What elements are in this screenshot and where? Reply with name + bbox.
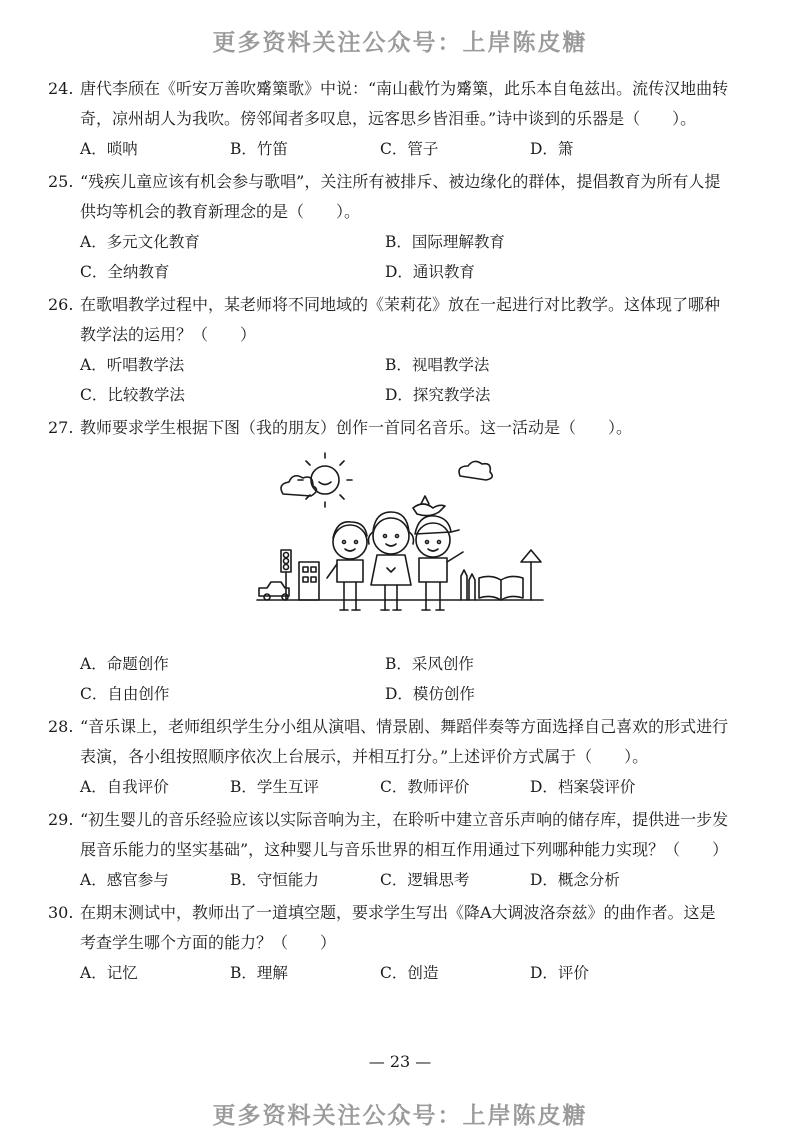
options (0, 227, 800, 287)
book-icon (479, 576, 523, 600)
question-25 (0, 167, 800, 287)
option-b: B．国际理解教育 (385, 233, 505, 251)
question-26 (0, 290, 800, 410)
question-stem: “音乐课上，老师组织学生分小组从演唱、情景剧、舞蹈伴奏等方面选择自己喜欢的形式进行表演，各小组按照顺序依次上台展示，并相互打分。”上述评价方式属于（ ）。 (80, 717, 729, 766)
option-d: D．箫 (530, 140, 574, 158)
question-stem: “初生婴儿的音乐经验应该以实际音响为主，在聆听中建立音乐声响的储存库，提供进一步发展音乐能力的坚实基础”，这种婴儿与音乐世界的相互作用通过下列哪种能力实现？（ ） (80, 810, 729, 859)
option-c: C．自由创作 (80, 685, 170, 703)
option-d: D．模仿创作 (385, 685, 475, 703)
question-30 (0, 898, 800, 988)
option-b: B．采风创作 (385, 655, 474, 673)
option-b: B．学生互评 (230, 778, 319, 796)
option-d: D．档案袋评价 (530, 778, 636, 796)
option-b: B．竹笛 (230, 140, 288, 158)
question-number: 29. (48, 810, 74, 829)
option-a: A．唢呐 (80, 140, 138, 158)
question-stem: 在歌唱教学过程中，某老师将不同地域的《茉莉花》放在一起进行对比教学。这体现了哪种教学法的运用？（ ） (80, 295, 721, 344)
option-c: C．比较教学法 (80, 386, 185, 404)
kid-middle-icon (369, 512, 414, 610)
options (0, 649, 800, 709)
question-number: 24. (48, 79, 74, 98)
option-b: B．理解 (230, 964, 288, 982)
question-stem: 唐代李颀在《听安万善吹觱篥歌》中说：“南山截竹为觱篥，此乐本自龟兹出。流传汉地曲转奇，凉州胡人为我吹。傍邻闻者多叹息，远客思乡皆泪垂。”诗中谈到的乐器是（ ）。 (80, 79, 729, 128)
options (0, 134, 800, 164)
question-stem: 在期末测试中，教师出了一道填空题，要求学生写出《降A大调波洛奈兹》的曲作者。这是考查学生哪个方面的能力？（ ） (80, 903, 716, 952)
option-c: C．全纳教育 (80, 263, 170, 281)
question-number: 30. (48, 903, 74, 922)
options (0, 958, 800, 988)
question-list (0, 74, 800, 991)
kid-right-icon (415, 516, 463, 610)
cloud-icon (281, 461, 492, 496)
question-number: 28. (48, 717, 74, 736)
pencil-icon (461, 570, 475, 600)
option-d: D．概念分析 (530, 871, 620, 889)
friends-illustration (0, 447, 800, 643)
option-c: C．管子 (380, 140, 439, 158)
question-24 (0, 74, 800, 164)
building-icon (299, 562, 319, 600)
option-c: C．教师评价 (380, 778, 470, 796)
watermark-top: 更多资料关注公众号：上岸陈皮糖 (212, 30, 588, 56)
options (0, 350, 800, 410)
option-c: C．逻辑思考 (380, 871, 470, 889)
option-a: A．记忆 (80, 964, 138, 982)
question-number: 27. (48, 418, 74, 437)
option-a: A．感官参与 (80, 871, 169, 889)
option-a: A．多元文化教育 (80, 233, 200, 251)
option-d: D．通识教育 (385, 263, 475, 281)
option-c: C．创造 (380, 964, 439, 982)
option-a: A．听唱教学法 (80, 356, 185, 374)
bird-icon (413, 496, 445, 516)
option-a: A．命题创作 (80, 655, 169, 673)
options (0, 865, 800, 895)
option-b: B．视唱教学法 (385, 356, 490, 374)
option-b: B．守恒能力 (230, 871, 319, 889)
watermark-bottom: 更多资料关注公众号：上岸陈皮糖 (212, 1103, 588, 1129)
question-number: 25. (48, 172, 74, 191)
question-stem: 教师要求学生根据下图（我的朋友）创作一首同名音乐。这一活动是（ ）。 (80, 418, 633, 437)
question-29 (0, 805, 800, 895)
option-d: D．探究教学法 (385, 386, 491, 404)
question-number: 26. (48, 295, 74, 314)
kid-left-icon (327, 522, 367, 610)
option-d: D．评价 (530, 964, 589, 982)
question-stem: “残疾儿童应该有机会参与歌唱”，关注所有被排斥、被边缘化的群体，提倡教育为所有人提供均等机会的教育新理念的是（ ）。 (80, 172, 721, 221)
question-27 (0, 413, 800, 709)
options (0, 772, 800, 802)
sign-post-icon (521, 550, 541, 600)
question-28 (0, 712, 800, 802)
sun-icon (298, 453, 352, 507)
car-icon (259, 582, 289, 600)
page-number: — 23 — (368, 1052, 432, 1071)
option-a: A．自我评价 (80, 778, 169, 796)
